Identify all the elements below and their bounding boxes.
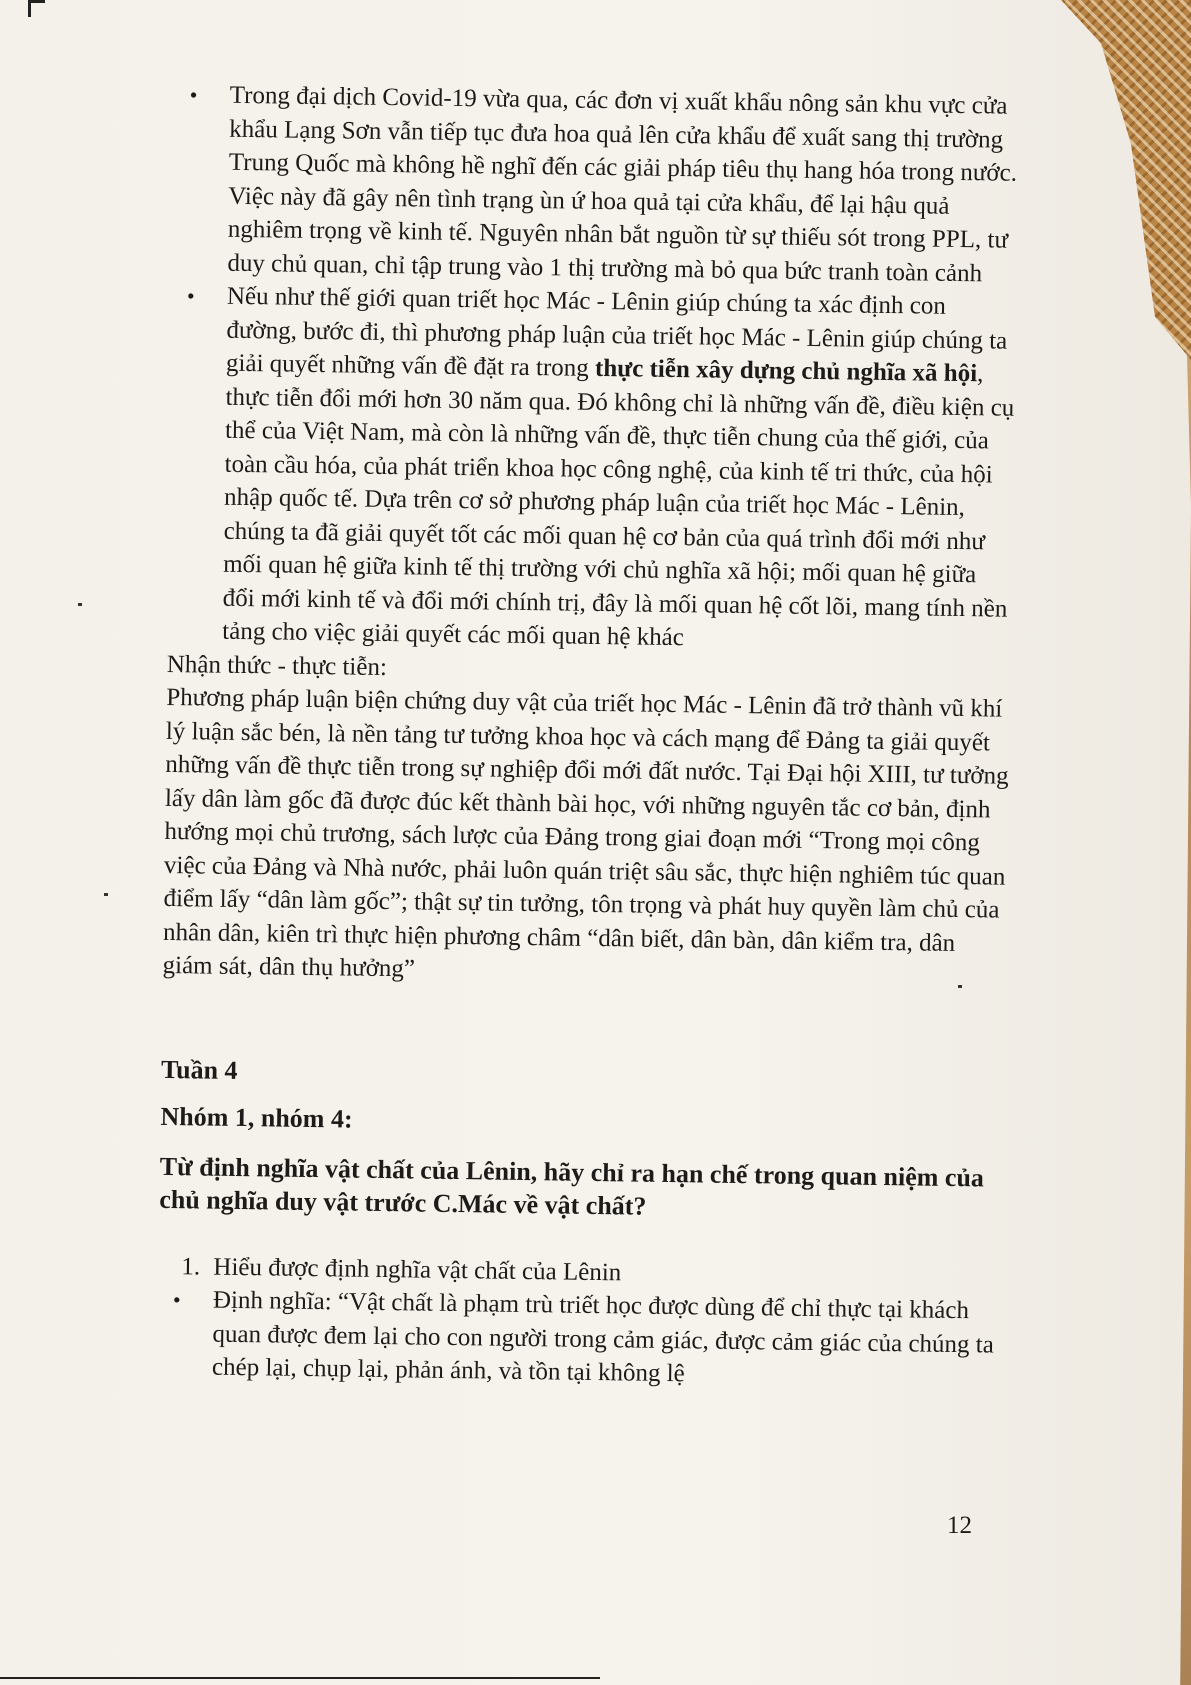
- bullet-item-methodology: [222, 280, 1017, 659]
- week-title: Tuần 4: [160, 1054, 238, 1085]
- section-heading: Nhận thức - thực tiễn:: [166, 650, 388, 681]
- bullet-text-part2: , thực tiễn đổi mới hơn 30 năm qua. Đó không chỉ là những vấn đề, điều kiện cụ thể của Việt Nam, mà còn là những vấn đề, thực tiễn chung của thế giới, của toàn cầu hóa, của phát triển khoa học công nghệ, của kinh tế tri thức, của hội nhập quốc tế. Dựa trên cơ sở phương pháp luận của triết học Mác - Lênin, chúng ta đã giải quyết tốt các mối quan hệ cơ bản của quá trình đổi mới như mối quan hệ giữa kinh tế thị trường với chủ nghĩa xã hội; mối quan hệ giữa đổi mới kinh tế và đổi mới chính trị, đây là mối quan hệ cốt lõi, mang tính nền tảng cho việc giải quyết các mối quan hệ khác: [222, 360, 1015, 652]
- numbered-item-text: Hiểu được định nghĩa vật chất của Lênin: [213, 1253, 622, 1286]
- bullet-item-definition: [212, 1284, 1003, 1396]
- bullet-list-definition: [157, 1283, 1003, 1395]
- section-paragraph: Phương pháp luận biện chứng duy vật của triết học Mác - Lênin đã trở thành vũ khí lý luận sắc bén, là nền tảng tư tưởng khoa học và cách mạng để Đảng ta giải quyết những vấn đề thực tiễn trong sự nghiệp đổi mới đất nước. Tại Đại hội XIII, tư tưởng lấy dân làm gốc đã được đúc kết thành bài học, với những nguyên tắc cơ bản, định hướng mọi chủ trương, sách lược của Đảng trong giai đoạn mới “Trong mọi công việc của Đảng và Nhà nước, phải luôn quán triệt sâu sắc, thực hiện nghiêm túc quan điểm lấy “dân làm gốc”; thật sự tin tưởng, tôn trọng và phát huy quyền làm chủ của nhân dân, kiên trì thực hiện phương châm “dân biết, dân bàn, dân kiểm tra, dân giám sát, dân thụ hưởng”: [162, 683, 1009, 983]
- bullet-text: Trong đại dịch Covid-19 vừa qua, các đơn vị xuất khẩu nông sản khu vực cửa khẩu Lạng Sơn vẫn tiếp tục đưa hoa quả lên cửa khẩu để xuất sang thị trường Trung Quốc mà không hề nghĩ đến các giải pháp tiêu thụ hang hóa trong nước. Việc này đã gây nên tình trạng ùn ứ hoa quả tại cửa khẩu, để lại hậu quả nghiêm trọng về kinh tế. Nguyên nhân bắt nguồn từ sự thiếu sót trong PPL, tư duy chủ quan, chỉ tập trung vào 1 thị trường mà bỏ qua bức tranh toàn cảnh: [227, 81, 1018, 287]
- group-title: Nhóm 1, nhóm 4:: [160, 1101, 353, 1134]
- page-number: 12: [947, 1512, 972, 1539]
- numbered-marker: 1.: [181, 1252, 201, 1280]
- definition-text: Định nghĩa: “Vật chất là phạm trù triết học được dùng để chỉ thực tại khách quan được đem lại cho con người trong cảm giác, được cảm giác của chúng ta chép lại, chụp lại, phản ánh, và tồn tại không lệ: [211, 1286, 995, 1388]
- bullet-text-part1: Nếu như thế giới quan triết học Mác - Lênin giúp chúng ta xác định con đường, bước đi, thì phương pháp luận của triết học Mác - Lênin giúp chúng ta giải quyết những vấn đề đặt ra trong: [225, 282, 1008, 382]
- scan-speck: [958, 985, 962, 988]
- scan-speck: [78, 603, 82, 606]
- bullet-text-bold: thực tiễn xây dựng chủ nghĩa xã hội: [594, 354, 978, 388]
- question-text: Từ định nghĩa vật chất của Lênin, hãy chỉ ra hạn chế trong quan niệm của chủ nghĩa duy vật trước C.Mác về vật chất?: [159, 1151, 985, 1221]
- bullet-list-top: [167, 78, 1020, 659]
- bullet-item-covid: [227, 79, 1020, 291]
- spacer: [161, 982, 1007, 1064]
- crop-mark: [28, 0, 45, 17]
- scan-speck: [104, 893, 108, 896]
- document-body: [157, 78, 1020, 1395]
- bottom-edge-line: [0, 1677, 600, 1679]
